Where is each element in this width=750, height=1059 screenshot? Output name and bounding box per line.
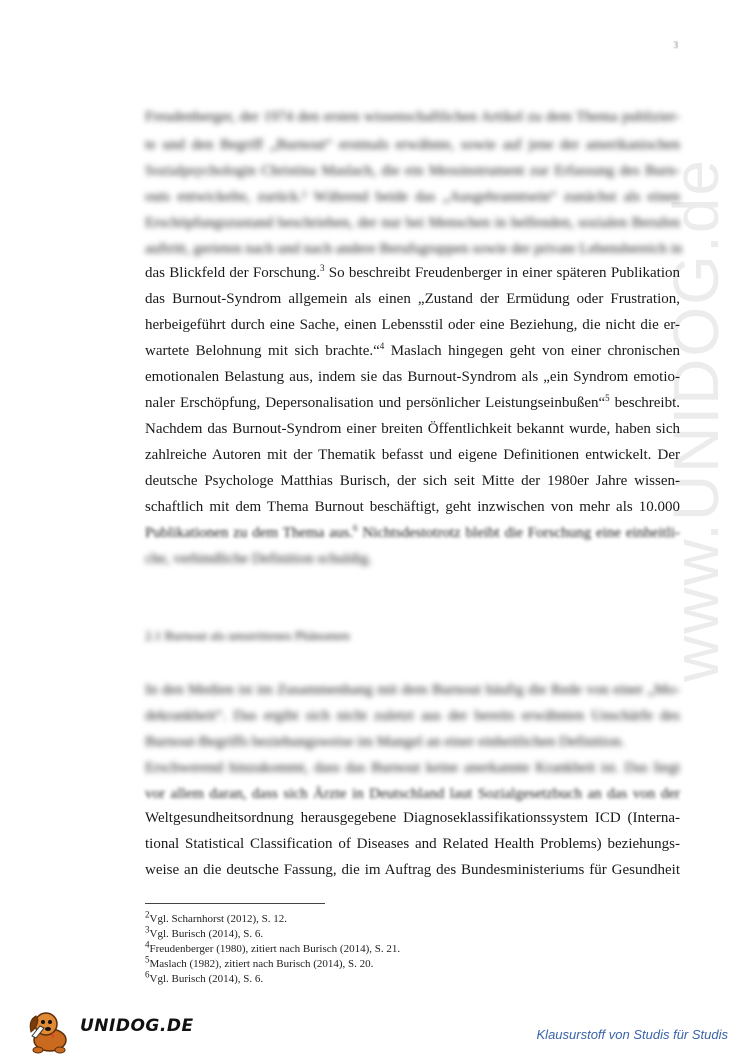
blurred-text-line: dekrankheit“. Das ergibt sich nicht zuletzt aus der bereits erwähnten Unschärfe des — [145, 708, 680, 724]
blurred-text-line: outs entwickelte, zurück.² Während beide das „Ausgebranntsein“ zunächst als einen — [145, 189, 680, 205]
body-text-line: deutsche Psychologe Matthias Burisch, der sich seit Mitte der 1980er Jahre wissen- — [145, 473, 680, 489]
body-text-line — [145, 341, 680, 361]
body-text-line: herbeigeführt durch eine Sache, einen Lebensstil oder eine Beziehung, die nicht die er- — [145, 317, 680, 333]
footnote — [145, 969, 264, 986]
text-span: das Blickfeld der Forschung. — [145, 265, 320, 281]
blurred-text-line: In den Medien ist im Zusammenhang mit dem Burnout häufig die Rede von einer „Mo- — [145, 682, 680, 698]
body-text-line: Nachdem das Burnout-Syndrom einer breiten Öffentlichkeit bekannt wurde, haben sich — [145, 421, 680, 437]
blurred-text-line: Burnout-Begriffs beziehungsweise im Mangel an einer einheitlichen Definition. — [145, 734, 625, 750]
footnote-text: Freudenberger (1980), zitiert nach Burisch (2014), S. 21. — [149, 943, 401, 955]
body-text-line: schaftlich mit dem Thema Burnout beschäftigt, geht inzwischen von mehr als 10.000 — [145, 499, 680, 515]
body-text-line: emotionalen Belastung aus, indem sie das Burnout-Syndrom als „ein Syndrom emotio- — [145, 369, 680, 385]
footnote-ref: 6 — [352, 523, 358, 533]
blurred-text-line: Erschöpfungszustand beschrieben, der nur bei Menschen in helfenden, sozialen Berufen — [145, 215, 680, 231]
footnote-ref: 5 — [605, 393, 610, 403]
text-span: beschreibt. — [609, 395, 680, 411]
text-span: Nichtsdestotrotz bleibt die Forschung eine einheitli- — [357, 525, 680, 541]
footnote-text: Vgl. Scharnhorst (2012), S. 12. — [149, 913, 287, 925]
body-text-line: tional Statistical Classification of Diseases and Related Health Problems) beziehungs- — [145, 836, 680, 852]
body-text-line — [145, 393, 680, 413]
footnote-text: Maslach (1982), zitiert nach Burisch (2014), S. 20. — [149, 958, 374, 970]
footnote-text: Vgl. Burisch (2014), S. 6. — [149, 973, 264, 985]
footnote — [145, 954, 374, 971]
dog-mascot-icon — [22, 1006, 78, 1054]
partially-blurred-line — [145, 523, 680, 543]
footnote — [145, 909, 287, 926]
footnote-number: 3 — [145, 924, 150, 935]
blurred-text-line: te und den Begriff „Burnout“ erstmals erwähnte, sowie auf jene der amerikanischen — [145, 137, 680, 153]
logo-wordmark: UNIDOG.DE — [80, 1016, 194, 1036]
footnote — [145, 939, 401, 956]
footnote-number: 4 — [145, 939, 150, 950]
body-text-line: das Burnout-Syndrom allgemein als einen „Zustand der Ermüdung oder Frustration, — [145, 291, 680, 307]
unidog-logo[interactable] — [22, 1006, 194, 1054]
footnote-divider — [145, 903, 325, 904]
body-text-line: zahlreiche Autoren mit der Thematik befasst und eigene Definitionen entwickelt. Der — [145, 447, 680, 463]
blurred-text-line: Sozialpsychologin Christina Maslach, die ein Messinstrument zur Erfassung des Burn- — [145, 163, 680, 179]
footnote-number: 2 — [145, 909, 150, 920]
blurred-text-line: che, verbindliche Definition schuldig. — [145, 551, 373, 567]
body-text-line — [145, 263, 680, 283]
blurred-text-line: Erschwerend hinzukommt, dass das Burnout keine anerkannte Krankheit ist. Das liegt — [145, 760, 680, 776]
footnote-text: Vgl. Burisch (2014), S. 6. — [149, 928, 264, 940]
page-number: 3 — [673, 40, 678, 50]
body-text-line: Weltgesundheitsordnung herausgegebene Diagnoseklassifikationssystem ICD (Interna- — [145, 810, 680, 826]
text-span: Publikationen zu dem Thema aus. — [145, 525, 353, 541]
footer-tagline: Klausurstoff von Studis für Studis — [536, 1027, 728, 1042]
footnote — [145, 924, 264, 941]
footnote-number: 5 — [145, 954, 150, 965]
blurred-text-line: Freudenberger, der 1974 den ersten wissenschaftlichen Artikel zu dem Thema publizier- — [145, 109, 680, 125]
body-text-line: weise an die deutsche Fassung, die im Auftrag des Bundesministeriums für Gesundheit — [145, 862, 680, 878]
watermark-text: www.UNIDOG.de — [660, 158, 732, 682]
section-heading: 2.1 Burnout als umstrittenes Phänomen — [145, 628, 350, 643]
footnote-ref: 3 — [319, 263, 325, 273]
text-span: naler Erschöpfung, Depersonalisation und persönlicher Leistungseinbußen“ — [145, 395, 606, 411]
footnote-ref: 4 — [379, 341, 385, 351]
blurred-text-line: vor allem daran, dass sich Ärzte in Deutschland laut Sozialgesetzbuch an das von der — [145, 786, 680, 802]
text-span: So beschreibt Freudenberger in einer späteren Publikation — [324, 265, 680, 281]
footnote-number: 6 — [145, 969, 150, 980]
blurred-text-line: auftritt, gerieten nach und nach andere Berufsgruppen sowie der private Lebensbereich in — [145, 241, 683, 257]
text-span: wartete Belohnung mit sich brachte.“ — [145, 343, 380, 359]
text-span: Maslach hingegen geht von einer chronischen — [384, 343, 680, 359]
